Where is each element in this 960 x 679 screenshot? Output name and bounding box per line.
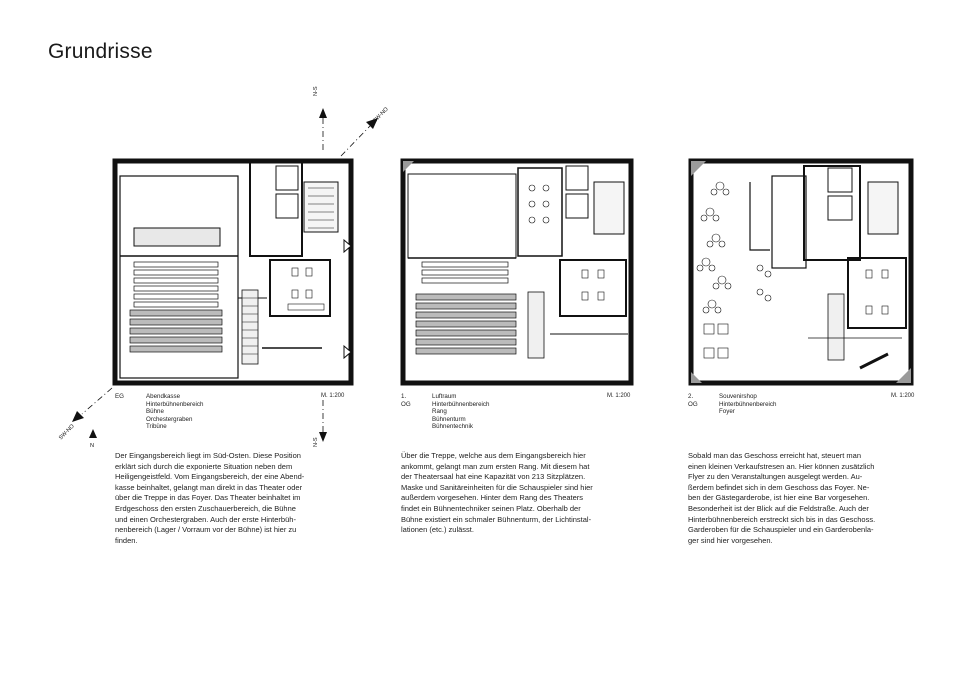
text-line: ßerdem befindet sich in dem Geschoss das Foyer. Ne-	[688, 482, 870, 492]
room-item: Hinterbühnenbereich	[146, 400, 204, 408]
text-line: lationen (etc.) zulässt.	[401, 525, 474, 535]
room-item: Bühnenturm	[432, 415, 466, 423]
text-line: erklärt sich durch die exponierte Situation neben dem	[115, 461, 293, 471]
direction-label-ns-top: N-S	[313, 86, 319, 96]
room-list	[432, 393, 489, 431]
room-item: Hinterbühnenbereich	[432, 400, 490, 408]
text-line: der Theatersaal hat eine Kapazität von 213 Sitzplätzen.	[401, 472, 586, 482]
direction-label-swno-top: SW-NO	[372, 106, 390, 125]
north-arrow-icon	[89, 429, 97, 438]
text-line: außerdem vorgesehen. Hinter dem Rang des Theaters	[401, 493, 584, 503]
room-item: Luftraum	[432, 393, 457, 400]
room-item: Bühnentechnik	[432, 423, 473, 431]
room-list	[146, 393, 203, 431]
floor-plan-og1	[400, 158, 640, 390]
room-item: Foyer	[719, 408, 735, 416]
section-arrow-icon	[319, 108, 327, 118]
room-item: Souvenirshop	[719, 393, 757, 400]
text-line: Der Eingangsbereich liegt im Süd-Osten. Diese Position	[115, 451, 301, 460]
description-og2	[688, 451, 936, 546]
text-line: Maske und Sanitäreinheiten für die Schauspieler sind hier	[401, 482, 593, 492]
room-item: Orchestergraben	[146, 415, 193, 423]
text-line: Flyer zu den Veranstaltungen ausgelegt werden. Au-	[688, 472, 863, 482]
level-label: 1. OG	[401, 393, 411, 408]
text-line: Über die Treppe, welche aus dem Eingangsbereich hier	[401, 451, 586, 460]
floor-plan-og2	[688, 158, 918, 390]
text-line: über die Treppe in das Foyer. Das Theater beinhaltet im	[115, 493, 301, 503]
room-list	[719, 393, 776, 416]
text-line: kasse beinhaltet, gelangt man direkt in das Theater oder	[115, 482, 303, 492]
text-line: Erdgeschoss den ersten Zuschauerbereich, die Bühne	[115, 503, 296, 513]
description-og1	[401, 451, 649, 536]
north-arrow	[86, 428, 100, 442]
scale-label-og2: M. 1:200	[891, 393, 915, 399]
scale-label-eg: M. 1:200	[321, 393, 345, 399]
direction-label-swno-bottom: SW-NO	[58, 423, 76, 442]
text-line: einen kleinen Verkaufstresen an. Hier können zusätzlich	[688, 461, 875, 471]
text-line: nenbereich (Lager / Vorraum vor der Bühne) ist hier zu	[115, 525, 297, 535]
text-line: Sobald man das Geschoss erreicht hat, steuert man	[688, 451, 862, 460]
text-line: Besonderheit ist der Blick auf die Feldstraße. Auch der	[688, 503, 869, 513]
description-eg	[115, 451, 363, 546]
text-line: finden.	[115, 535, 138, 545]
text-line: findet ein Bühnentechniker seinen Platz. Oberhalb der	[401, 503, 581, 513]
text-line: ben der Gästegarderobe, ist hier eine Bar vorgesehen.	[688, 493, 870, 503]
section-arrow-icon	[319, 432, 327, 442]
text-line: Hinterbühnenbereich erstreckt sich bis in das Geschoss.	[688, 514, 876, 524]
text-line: Garderoben für die Schauspieler und ein Garderobenla-	[688, 525, 874, 535]
text-line: und einen Orchestergraben. Auch der erste Hinterbüh-	[115, 514, 296, 524]
level-label: 2. OG	[688, 393, 698, 408]
room-item: Hinterbühnenbereich	[719, 400, 777, 408]
text-line: ger sind hier vorgesehen.	[688, 535, 773, 545]
text-line: ankommt, gelangt man zum ersten Rang. Mit diesem hat	[401, 461, 590, 471]
scale-label-og1: M. 1:200	[607, 393, 631, 399]
north-label: N	[90, 443, 95, 449]
text-line: Bühne existiert ein schmaler Bühnenturm, der Lichtinstal-	[401, 514, 592, 524]
section-arrow-icon	[72, 411, 84, 422]
room-item: Bühne	[146, 408, 164, 416]
section-line-ns-bottom	[305, 398, 345, 458]
room-item: Rang	[432, 408, 447, 416]
room-item: Abendkasse	[146, 393, 181, 400]
page-title: Grundrisse	[48, 40, 153, 63]
text-line: Heiligengeistfeld. Vom Eingangsbereich, der eine Abend-	[115, 472, 305, 482]
level-label: EG	[115, 393, 124, 400]
room-item: Tribüne	[146, 423, 167, 431]
direction-label-ns-bottom: N-S	[313, 437, 319, 447]
floor-plan-eg	[112, 158, 362, 390]
